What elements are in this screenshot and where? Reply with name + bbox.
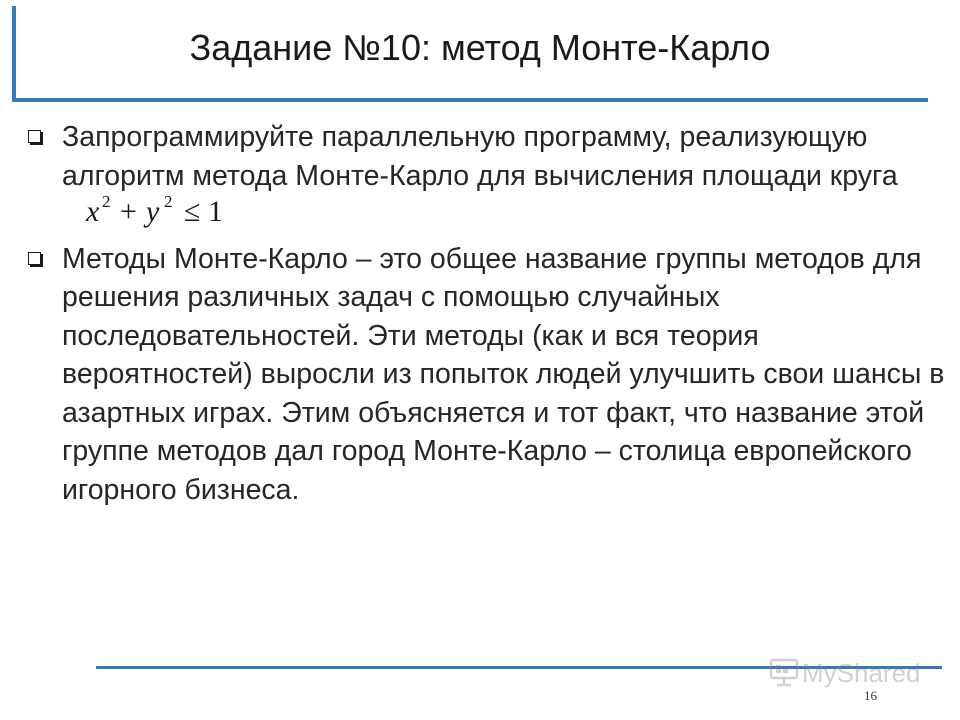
bullet-list [28,118,953,515]
bullet-text-description: Методы Монте-Карло – это общее название группы методов для решения различных задач с помощью случайных последовательностей. Эти методы (как и вся теория вероятностей) выросли из попыток людей улучшить свои шансы в азартных играх. Этим объясняется и тот факт, что название этой группе методов дал город Монте-Карло – столица европейского игорного бизнеса. [62,242,945,506]
myshared-watermark-logo [768,656,938,692]
formula-graphic [84,189,234,231]
title-frame-bottom-border [12,98,928,102]
page-number: 16 [864,688,877,703]
svg-text:x: x [86,195,100,229]
circle-inequality-formula [84,189,234,231]
bullet-item-task [28,118,953,234]
svg-text:2: 2 [102,192,111,212]
watermark-text: MyShared [802,658,921,688]
hollow-square-bullet-icon [28,252,41,265]
svg-text:+: + [120,195,137,229]
hollow-square-bullet-icon [28,130,41,143]
slide-title: Задание №10: метод Монте-Карло [189,27,771,68]
presentation-board-icon [768,656,800,688]
svg-text:≤: ≤ [184,195,201,229]
svg-text:2: 2 [164,192,173,212]
bullet-text-task: Запрограммируйте параллельную программу, реализующую алгоритм метода Монте-Карло для вычисления площади круга [62,121,898,192]
bullet-item-description [28,240,953,510]
svg-text:1: 1 [208,195,223,229]
svg-text:y: y [146,195,160,229]
